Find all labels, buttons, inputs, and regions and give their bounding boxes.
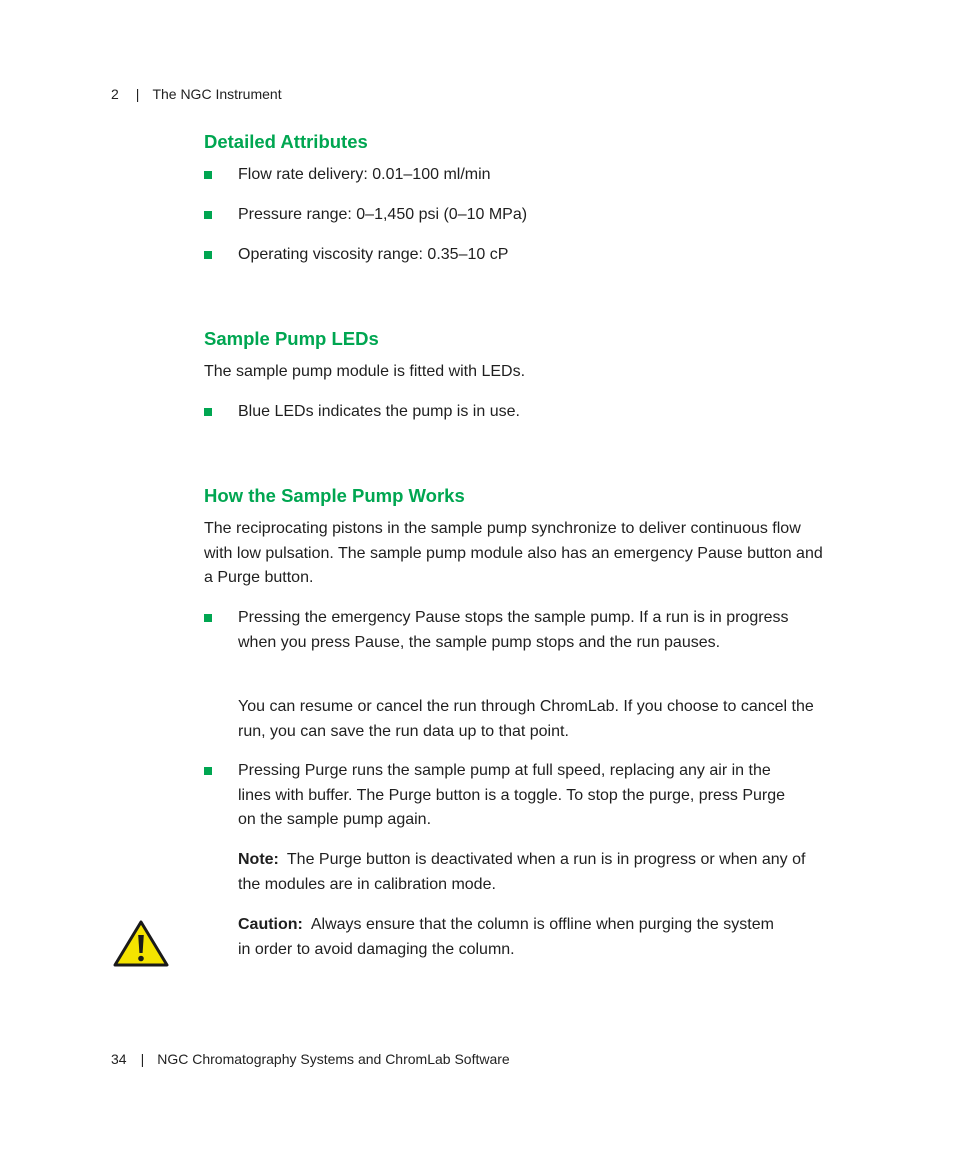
footer-title: NGC Chromatography Systems and ChromLab Software xyxy=(157,1051,510,1067)
note-block xyxy=(238,848,808,897)
heading-detailed-attributes: Detailed Attributes xyxy=(204,131,368,152)
bullet-square-icon xyxy=(204,614,212,622)
note-label: Note: xyxy=(238,851,279,868)
running-header xyxy=(111,86,282,102)
header-separator: | xyxy=(135,86,140,102)
list-item-text: Pressing Purge runs the sample pump at full speed, replacing any air in the lines with buffer. The Purge button is a toggle. To stop the purge, press Purge on the sample pump again. xyxy=(238,762,786,829)
header-page-number: 2 xyxy=(111,86,119,102)
bullet-square-icon xyxy=(204,211,212,219)
list-item-text: Pressing the emergency Pause stops the sample pump. If a run is in progress when you press Pause, the sample pump stops and the run pauses. xyxy=(238,609,789,651)
list-item xyxy=(204,606,796,655)
heading-sample-pump-leds: Sample Pump LEDs xyxy=(204,328,379,349)
list-item-text: Flow rate delivery: 0.01–100 ml/min xyxy=(238,166,491,183)
pause-followup-paragraph: You can resume or cancel the run through ChromLab. If you choose to cancel the run, you can save the run data up to that point. xyxy=(238,698,814,740)
bullet-square-icon xyxy=(204,767,212,775)
footer-separator: | xyxy=(140,1051,145,1067)
bullet-square-icon xyxy=(204,171,212,179)
list-item xyxy=(204,400,829,425)
page-footer xyxy=(111,1051,510,1067)
works-intro-paragraph: The reciprocating pistons in the sample pump synchronize to deliver continuous flow with low pulsation. The sample pump module also has an emergency Pause button and a Purge button. xyxy=(204,520,823,587)
footer-page-number: 34 xyxy=(111,1051,127,1067)
warning-triangle-icon xyxy=(112,919,170,969)
header-title: The NGC Instrument xyxy=(152,86,282,102)
caution-label: Caution: xyxy=(238,916,303,933)
list-item-text: Pressure range: 0–1,450 psi (0–10 MPa) xyxy=(238,206,528,223)
list-item xyxy=(204,203,829,228)
bullet-square-icon xyxy=(204,408,212,416)
list-item-text: Operating viscosity range: 0.35–10 cP xyxy=(238,246,509,263)
note-text: The Purge button is deactivated when a run is in progress or when any of the modules are in calibration mode. xyxy=(238,851,806,893)
heading-how-sample-pump-works: How the Sample Pump Works xyxy=(204,485,465,506)
list-item xyxy=(204,163,829,188)
caution-text: Always ensure that the column is offline when purging the system in order to avoid damaging the column. xyxy=(238,916,774,958)
caution-block xyxy=(238,913,778,962)
leds-intro-paragraph: The sample pump module is fitted with LEDs. xyxy=(204,363,526,380)
list-item xyxy=(204,243,829,268)
list-item-text: Blue LEDs indicates the pump is in use. xyxy=(238,403,520,420)
list-item xyxy=(204,759,804,833)
bullet-square-icon xyxy=(204,251,212,259)
